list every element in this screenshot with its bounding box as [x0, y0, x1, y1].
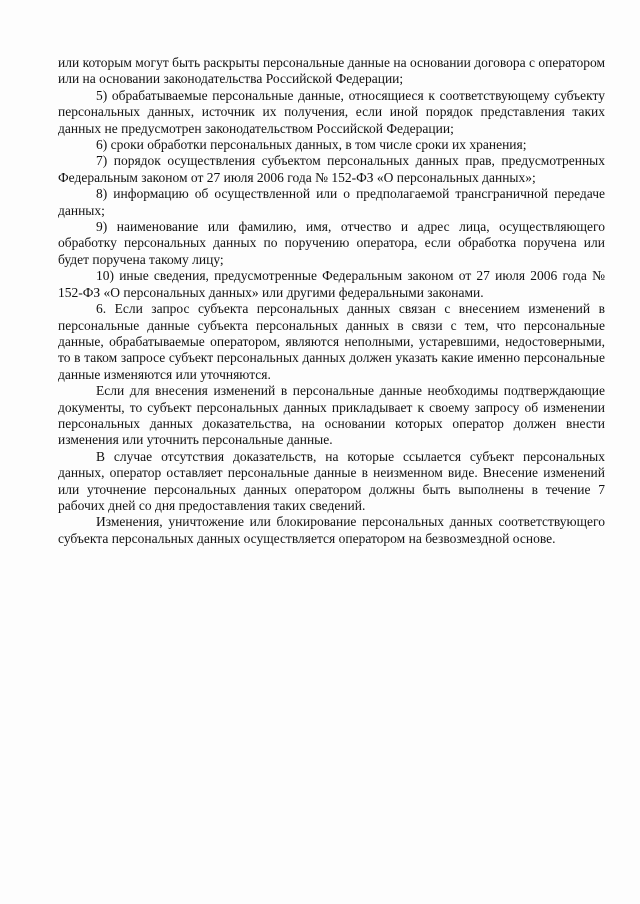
paragraph-item-10: 10) иные сведения, предусмотренные Федеральным законом от 27 июля 2006 года № 152-ФЗ «О персональных данных» или другими федеральными законами.: [58, 268, 605, 300]
paragraph-item-6: 6) сроки обработки персональных данных, в том числе сроки их хранения;: [96, 137, 527, 153]
paragraph-item-5: 5) обрабатываемые персональные данные, относящиеся к соответствующему субъекту персональных данных, источник их получения, если иной порядок представления таких данных не предусмотрен законодательством Российской Федерации;: [58, 87, 605, 136]
document-body: [58, 55, 605, 547]
paragraph-item-8: 8) информацию об осуществленной или о предполагаемой трансграничной передаче данных;: [58, 186, 605, 218]
paragraph-no-evidence: В случае отсутствия доказательств, на которые ссылается субъект персональных данных, оператор оставляет персональные данные в неизменном виде. Внесение изменений или уточнение персональных данных оператором должны быть выполнены в течение 7 рабочих дней со дня предоставления таких сведений.: [58, 448, 605, 513]
paragraph-item-7: 7) порядок осуществления субъектом персональных данных прав, предусмотренных Федеральным законом от 27 июля 2006 года № 152-ФЗ «О персональных данных»;: [58, 153, 605, 185]
paragraph-section-6: 6. Если запрос субъекта персональных данных связан с внесением изменений в персональные данные субъекта персональных данных в связи с тем, что персональные данные, обрабатываемые оператором, являются неполными, устаревшими, недостоверными, то в таком запросе субъект персональных данных должен указать какие именно персональные данные изменяются или уточняются.: [58, 301, 605, 382]
paragraph-supporting-documents: Если для внесения изменений в персональные данные необходимы подтверждающие документы, то субъект персональных данных прикладывает к своему запросу об изменении персональных данных доказательства, на основании которых оператор должен внести изменения или уточнить персональные данные.: [58, 383, 605, 448]
paragraph-item-9: 9) наименование или фамилию, имя, отчество и адрес лица, осуществляющего обработку персональных данных по поручению оператора, если обработка поручена или будет поручена такому лицу;: [58, 219, 605, 267]
paragraph-continuation: или которым могут быть раскрыты персональные данные на основании договора с оператором или на основании законодательства Российской Федерации;: [58, 55, 605, 87]
paragraph-free-of-charge: Изменения, уничтожение или блокирование персональных данных соответствующего субъекта персональных данных осуществляется оператором на безвозмездной основе.: [58, 514, 605, 546]
